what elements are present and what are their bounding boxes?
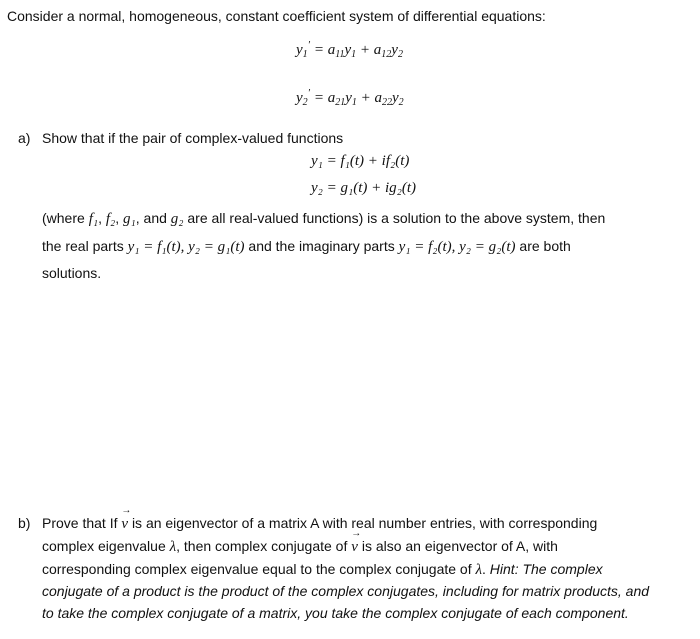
hint-line-3: to take the complex conjugate of a matrix, you take the complex conjugate of each component. [42,605,629,621]
part-a-line-2 [42,238,571,256]
intro-text: Consider a normal, homogeneous, constant coefficient system of differential equations: [7,8,546,24]
hint-start-text: Hint: The complex [489,561,603,577]
part-a-label: a) [18,130,31,146]
equation-2: $y_2' = a_{21}y_1 + a_{22}y_2$ [296,87,404,108]
part-a-line-3: solutions. [42,265,102,281]
also-eigenvector-text: is also an eigenvector of A, with [361,538,558,554]
part-a-line-1: (where f₁, f₂, g₁, and g₂ are all real-valued functions) is a solution to the above system, then [42,210,606,227]
eq1-lhs: $y_1'$ [296,39,311,60]
solution-y1: y₁ = f₁(t) + if₂(t) [311,153,410,169]
g2-symbol: g₂ [170,211,184,227]
line1-end-text: are all real-valued functions) is a solution to the above system, then [187,210,606,226]
f1-symbol: f₁ [88,211,99,227]
where-text: (where [42,210,89,226]
lambda-symbol-2: λ [475,562,483,578]
eq2-lhs: $y_2'$ [296,87,311,108]
solution-y2: y₂ = g₁(t) + ig₂(t) [311,180,417,196]
g1-symbol: g₁ [123,211,136,227]
prove-text: Prove that If [42,515,118,531]
imag-parts-text: and the imaginary parts [248,238,395,254]
vector-v: → v [121,505,132,532]
real-parts-text: the real parts [42,238,124,254]
part-b-line-2 [42,528,558,556]
equal-conjugate-text: corresponding complex eigenvalue equal to the complex conjugate of [42,561,472,577]
vector-v-2: → v [351,528,362,555]
imag-parts-math: y₁ = f₂(t), y₂ = g₂(t) [398,239,516,255]
and-text: and [143,210,167,226]
part-b-line-1 [42,505,598,533]
complex-eigenvalue-text: complex eigenvalue [42,538,166,554]
hint-line-2: conjugate of a product is the product of the complex conjugates, including for matrix products, and [42,583,650,599]
part-b-line-3: corresponding complex eigenvalue equal to the complex conjugate of λ. Hint: The complex [42,561,603,578]
f2-symbol: f₂ [105,211,116,227]
lambda-symbol: λ [169,539,177,555]
are-both-text: are both [519,238,571,254]
part-a-prompt: Show that if the pair of complex-valued functions [42,130,344,146]
equation-1: $y_1' = a_{11}y_1 + a_{12}y_2$ [296,39,403,60]
conjugate-of-text: , then complex conjugate of [176,538,348,554]
real-parts-math: y₁ = f₁(t), y₂ = g₁(t) [127,239,245,255]
eigenvector-text: is an eigenvector of a matrix A with real number entries, with corresponding [131,515,598,531]
part-b-label: b) [18,515,31,531]
